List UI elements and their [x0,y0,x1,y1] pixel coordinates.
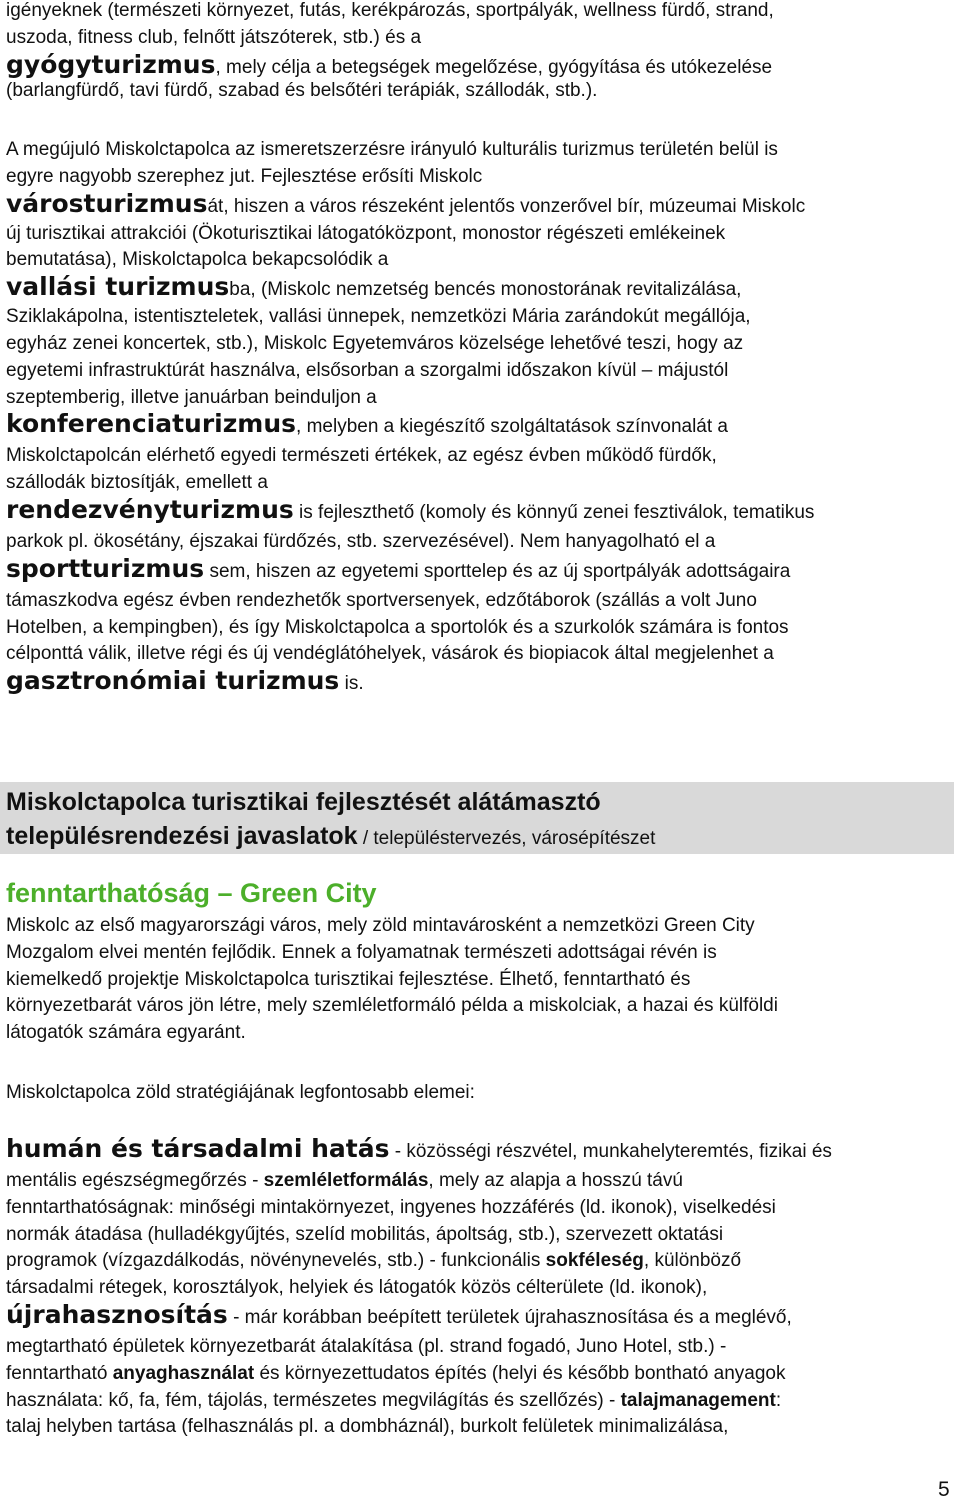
text-line: szeptemberig, illetve januárban beinduljon a [6,386,377,408]
strategy-paragraph [6,1136,956,1441]
keyword-talajmanagement: talajmanagement [620,1389,776,1411]
keyword-sokfeleseg: sokféleség [545,1250,644,1272]
keyword-vallasi-turizmus: vallási turizmus [6,272,230,302]
text-line: társadalmi rétegek, korosztályok, helyiek és látogatók közös célterülete (ld. ikonok), [6,1277,708,1299]
text-line: Hotelben, a kempingben), és így Miskolctapolca a sportolók és a szurkolók számára is fontos [6,616,789,638]
strategy-intro [6,1080,956,1107]
text-line: uszoda, fitness club, felnőtt játszóterek, stb.) és a [6,26,422,48]
green-heading: fenntarthatóság – Green City [6,878,377,908]
text-line: talaj helyben tartása (felhasználás pl. a dombháznál), burkolt felületek minimalizálása, [6,1416,729,1438]
keyword-ujrahasznositas: újrahasznosítás [6,1299,228,1329]
text-line: gyógyturizmus, mely célja a betegségek megelőzése, gyógyítása és utókezelése [6,49,773,79]
section-subtitle: / településtervezés, városépítészet [357,828,656,849]
text-line: Miskolc az első magyarországi város, mely zöld mintavárosként a nemzetközi Green City [6,915,755,936]
top-paragraph [6,0,956,105]
green-city-paragraph [6,913,956,1047]
text-line: célponttá válik, illetve régi és új vendéglátóhelyek, vásárok és biopiacok által megjelenhet a [6,643,774,665]
page-number: 5 [938,1478,950,1501]
text-line: használata: kő, fa, fém, tájolás, természetes megvilágítás és szellőzés) - talajmanagement: [6,1389,782,1411]
section-title-line-1: Miskolctapolca turisztikai fejlesztését alátámasztó [6,788,601,816]
keyword-anyaghasznalat: anyaghasználat [112,1362,255,1384]
text-line: humán és társadalmi hatás - közösségi részvétel, munkahelyteremtés, fizikai és [6,1134,832,1163]
text-line: egyetemi infrastruktúrát használva, elsősorban a szorgalmi időszakon kívül – májustól [6,359,729,381]
text-line: gasztronómiai turizmus is. [6,666,364,696]
keyword-varosturizmus: városturizmus [6,188,208,218]
keyword-gyogyturizmus: gyógyturizmus [6,49,216,79]
text-line: Miskolctapolcán elérhető egyedi természeti értékek, az egész évben működő fürdők, [6,445,717,467]
text-line: Sziklakápolna, istentiszteletek, vallási ünnepek, nemzetközi Mária zarándokút megállója, [6,306,751,328]
text-line: konferenciaturizmus, melyben a kiegészítő szolgáltatások színvonalát a [6,409,728,439]
text-line: városturizmusát, hiszen a város részeként jelentős vonzerővel bír, múzeumai Miskolc [6,188,806,218]
text-line: Mozgalom elvei mentén fejlődik. Ennek a folyamatnak természeti adottságai révén is [6,941,717,963]
keyword-human-tarsadalmi-hatas: humán és társadalmi hatás [6,1134,390,1163]
text-line: vallási turizmusba, (Miskolc nemzetség bencés monostorának revitalizálása, [6,272,742,302]
section-title-line-2: településrendezési javaslatok / településtervezés, városépítészet [6,822,656,850]
text-line: egyház zenei koncertek, stb.), Miskolc Egyetemváros közelsége lehetővé teszi, hogy az [6,332,744,354]
keyword-rendezvenyturizmus: rendezvényturizmus [6,494,294,524]
section-heading [0,782,954,854]
text-line: parkok pl. ökosétány, éjszakai fürdőzés, stb. szervezésével). Nem hanyagolható el a [6,530,716,552]
text-line: szállodák biztosítják, emellett a [6,472,268,494]
keyword-gasztronomiai-turizmus: gasztronómiai turizmus [6,666,340,696]
text-line: mentális egészségmegőrzés - szemléletformálás, mely az alapja a hosszú távú [6,1170,683,1191]
text-line: látogatók számára egyaránt. [6,1022,246,1044]
text-line: környezetbarát város jön létre, mely szemléletformáló példa a miskolciak, a hazai és külföldi [6,995,778,1017]
text-line: A megújuló Miskolctapolca az ismeretszerzésre irányuló kulturális turizmus területén belül is [6,139,778,160]
keyword-konferenciaturizmus: konferenciaturizmus [6,409,297,439]
green-city-heading [6,880,956,914]
text-line: megtartható épületek környezetbarát átalakítása (pl. strand fogadó, Juno Hotel, stb.) - [6,1335,727,1357]
text-line: normák átadása (hulladékgyűjtés, szelíd mobilitás, ápoltság, stb.), szervezett oktatási [6,1223,724,1245]
text-line: rendezvényturizmus is fejleszthető (komoly és könnyű zenei fesztiválok, tematikus [6,494,815,524]
text-line: fenntarthatóságnak: minőségi mintakörnyezet, ingyenes hozzáférés (ld. ikonok), viselkedési [6,1196,776,1218]
keyword-sportturizmus: sportturizmus [6,553,205,583]
text-line: Miskolctapolca zöld stratégiájának legfontosabb elemei: [6,1082,475,1103]
text-line: igényeknek (természeti környezet, futás, kerékpározás, sportpályák, wellness fürdő, strand, [6,0,774,21]
text-line: támaszkodva egész évben rendezhetők sportversenyek, edzőtáborok (szállás a volt Juno [6,589,757,611]
text-line: programok (vízgazdálkodás, növénynevelés, stb.) - funkcionális sokféleség, különböző [6,1250,742,1272]
text-line: sportturizmus sem, hiszen az egyetemi sporttelep és az új sportpályák adottságaira [6,553,791,583]
tourism-paragraph [6,137,956,700]
keyword-szemleletformalas: szemléletformálás [263,1170,429,1191]
text-line: fenntartható anyaghasználat és környezettudatos építés (helyi és később bontható anyagok [6,1362,786,1384]
text-line: új turisztikai attrakciói (Ökoturisztikai látogatóközpont, monostor régészeti emlékeinek [6,222,726,244]
text-line: bemutatása), Miskolctapolca bekapcsolódik a [6,249,389,271]
text-line: egyre nagyobb szerephez jut. Fejlesztése erősíti Miskolc [6,165,483,187]
text-line: újrahasznosítás - már korábban beépített területek újrahasznosítása és a meglévő, [6,1299,792,1329]
text-line: (barlangfürdő, tavi fürdő, szabad és belsőtéri terápiák, szállodák, stb.). [6,80,598,102]
text-line: kiemelkedő projektje Miskolctapolca turisztikai fejlesztése. Élhető, fenntartható és [6,968,691,990]
